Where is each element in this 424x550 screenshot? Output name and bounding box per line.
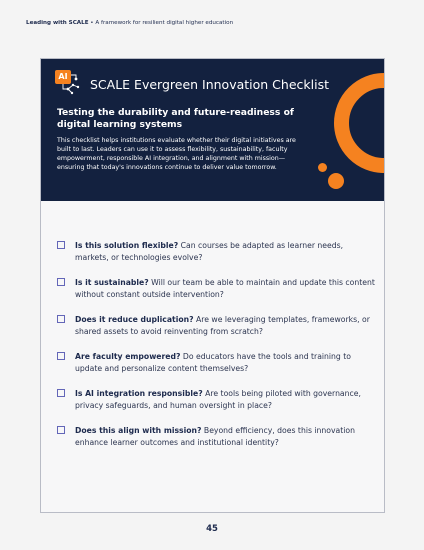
running-header-subtitle: • A framework for resilient digital higher education [88,20,234,26]
decorative-arc [334,73,384,173]
checkbox[interactable] [57,241,65,249]
checklist-question: Is AI integration responsible? [75,389,203,398]
checklist-question: Are faculty empowered? [75,352,181,361]
checklist-item-text [75,240,375,265]
checklist-intro: This checklist helps institutions evaluate whether their digital initiatives are built to last. Leaders can use it to assess flexibility, sustainability, faculty empowerment, responsible AI integration, and alignment with mission—ensuring that today's innovations continue to deliver value tomorrow. [57,137,296,171]
checkbox[interactable] [57,389,65,397]
ai-network-icon [55,70,81,96]
checklist-title: SCALE Evergreen Innovation Checklist [90,77,329,92]
decorative-dot-large [328,173,344,189]
running-header-title: Leading with SCALE [26,20,89,26]
checklist-detail: Are we leveraging templates, frameworks, or shared assets to avoid reinventing from scratch? [75,315,370,337]
checklist-detail: Are tools being piloted with governance, privacy safeguards, and human oversight in place? [75,389,361,411]
running-header [26,20,233,26]
checklist-detail: Beyond efficiency, does this innovation enhance learner outcomes and institutional identity? [75,426,355,448]
checklist-item-text [75,388,375,413]
checklist-item-faculty [57,351,375,388]
checklist-question: Is it sustainable? [75,278,149,287]
checklist-item-text [75,425,375,450]
checklist-question: Does this align with mission? [75,426,202,435]
page-number: 45 [206,524,218,534]
checklist-item-sustainable [57,277,375,314]
checklist-item-text [75,351,375,376]
checkbox[interactable] [57,352,65,360]
checklist-banner [41,59,384,201]
checklist-subtitle: Testing the durability and future-readiness of digital learning systems [57,107,294,130]
checklist-item-text [75,277,375,302]
checklist-question: Is this solution flexible? [75,241,179,250]
checklist-detail: Do educators have the tools and training to update and personalize content themselves? [75,352,351,374]
checklist-detail: Can courses be adapted as learner needs, markets, or technologies evolve? [75,241,344,263]
ai-badge: AI [55,70,71,84]
checklist-item-flexible [57,240,375,277]
checklist-question: Does it reduce duplication? [75,315,194,324]
checklist-card [40,58,385,513]
checkbox[interactable] [57,315,65,323]
decorative-dot-small [318,163,327,172]
checklist-item-ai [57,388,375,425]
checkbox[interactable] [57,278,65,286]
checklist [57,240,375,462]
checklist-item-duplication [57,314,375,351]
checklist-item-mission [57,425,375,462]
checkbox[interactable] [57,426,65,434]
checklist-item-text [75,314,375,339]
checklist-detail: Will our team be able to maintain and update this content without constant outside intervention? [75,278,375,300]
